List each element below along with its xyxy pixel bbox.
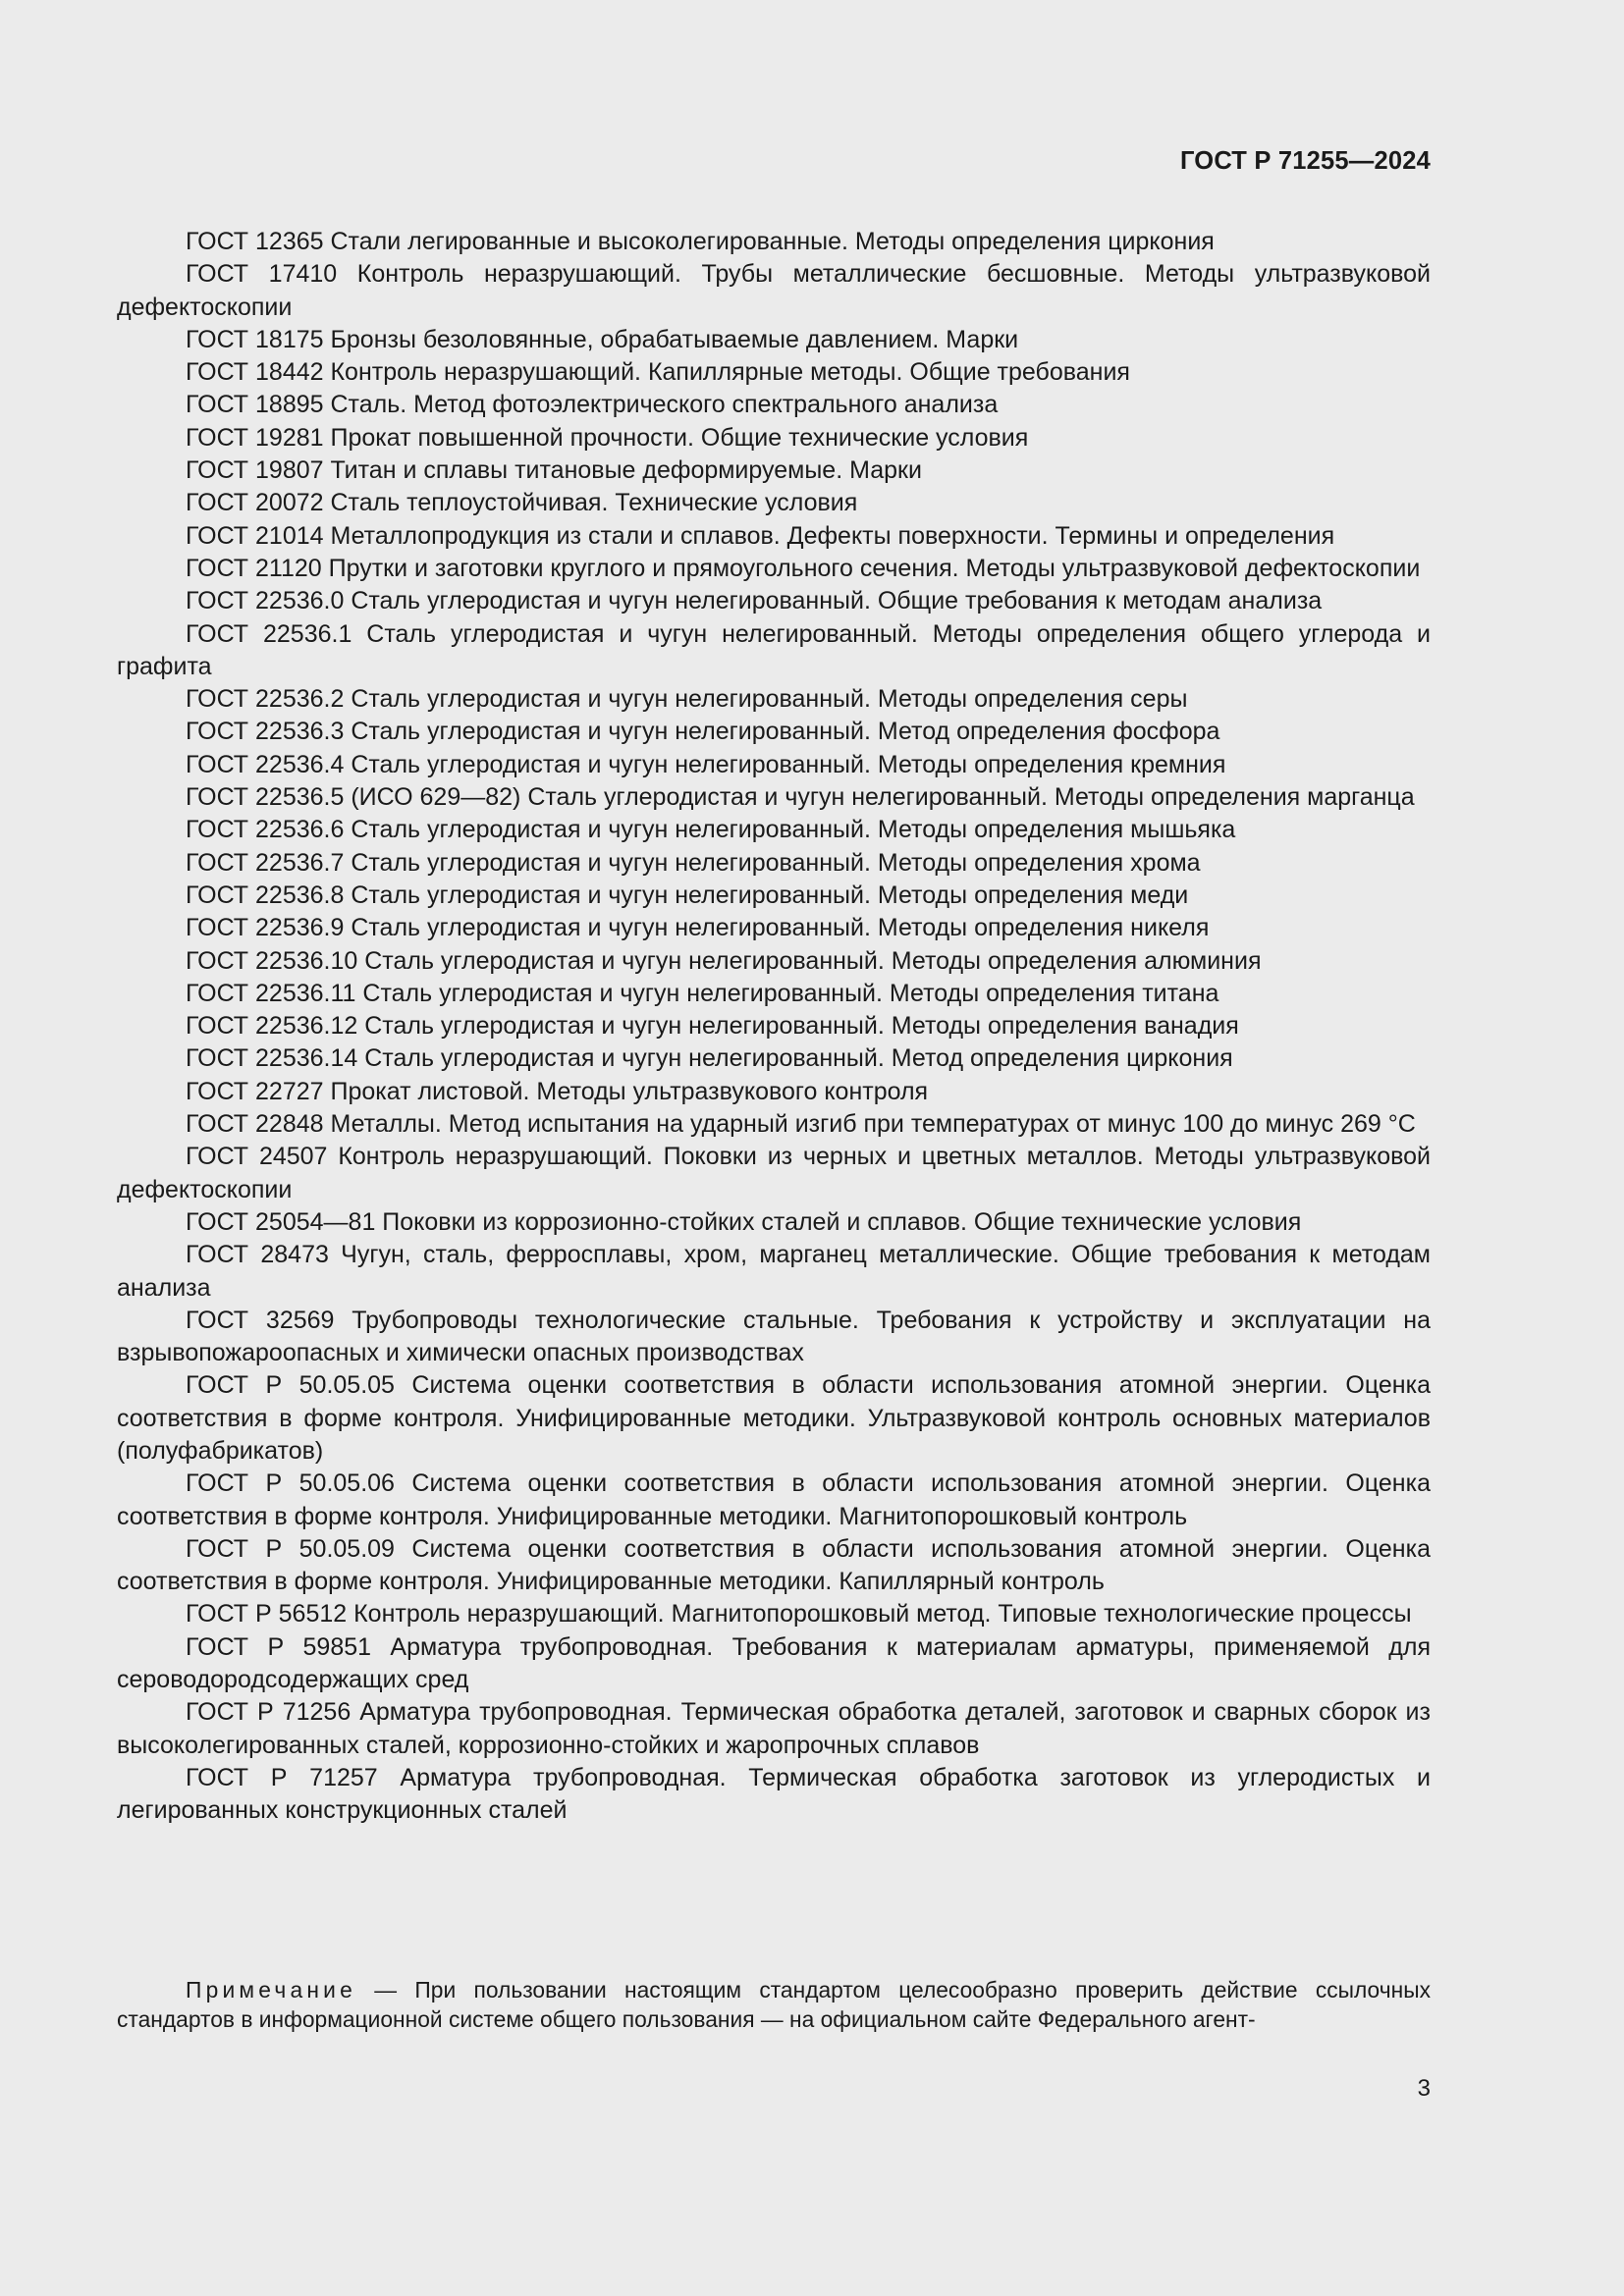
reference-item: ГОСТ Р 50.05.05 Система оценки соответствия в области использования атомной энергии. Оценка соответствия в форме контроля. Унифицированные методики. Ультразвуковой контроль основных материалов (полуфабрикатов) [117,1371,1431,1465]
reference-item: ГОСТ 22536.1 Сталь углеродистая и чугун нелегированный. Методы определения общего углерода и графита [117,619,1431,680]
reference-item: ГОСТ 22536.10 Сталь углеродистая и чугун нелегированный. Методы определения алюминия [186,946,1262,975]
reference-item: ГОСТ 22536.2 Сталь углеродистая и чугун нелегированный. Методы определения серы [186,685,1188,714]
reference-item: ГОСТ 22848 Металлы. Метод испытания на ударный изгиб при температурах от минус 100 до минус 269 °С [186,1110,1416,1139]
reference-item: ГОСТ 17410 Контроль неразрушающий. Трубы металлические бесшовные. Методы ультразвуковой дефектоскопии [117,260,1431,321]
normative-references-list [117,226,1431,1828]
reference-item: ГОСТ 22727 Прокат листовой. Методы ультразвукового контроля [186,1077,929,1105]
reference-item: ГОСТ 18442 Контроль неразрушающий. Капиллярные методы. Общие требования [186,358,1130,387]
reference-item: ГОСТ 22536.8 Сталь углеродистая и чугун нелегированный. Методы определения меди [186,881,1189,909]
reference-item: ГОСТ 22536.11 Сталь углеродистая и чугун нелегированный. Методы определения титана [186,979,1219,1007]
reference-item: ГОСТ 22536.6 Сталь углеродистая и чугун нелегированный. Методы определения мышьяка [186,816,1236,844]
reference-item: ГОСТ 19281 Прокат повышенной прочности. Общие технические условия [186,423,1029,452]
reference-item: ГОСТ Р 71257 Арматура трубопроводная. Термическая обработка заготовок из углеродистых и легированных конструкционных сталей [117,1763,1431,1825]
reference-item: ГОСТ 25054—81 Поковки из коррозионно-стойких сталей и сплавов. Общие технические условия [186,1207,1302,1236]
reference-item: ГОСТ 22536.12 Сталь углеродистая и чугун нелегированный. Методы определения ванадия [186,1012,1239,1041]
note-text: При пользовании настоящим стандартом целесообразно проверить действие ссылочных стандартов в информационной системе общего пользования — на официальном сайте Федерального агент- [117,1977,1431,2032]
reference-item: ГОСТ 18175 Бронзы безоловянные, обрабатываемые давлением. Марки [186,325,1019,353]
reference-item: ГОСТ 24507 Контроль неразрушающий. Поковки из черных и цветных металлов. Методы ультразвуковой дефектоскопии [117,1143,1431,1203]
reference-item: ГОСТ 21120 Прутки и заготовки круглого и прямоугольного сечения. Методы ультразвуковой дефектоскопии [186,554,1421,582]
reference-item: ГОСТ 22536.3 Сталь углеродистая и чугун нелегированный. Метод определения фосфора [186,718,1220,746]
document-code-header: ГОСТ Р 71255—2024 [1179,147,1431,175]
reference-item: ГОСТ 28473 Чугун, сталь, ферросплавы, хром, марганец металлические. Общие требования к методам анализа [117,1241,1431,1302]
reference-item: ГОСТ Р 56512 Контроль неразрушающий. Магнитопорошковый метод. Типовые технологические процессы [186,1600,1412,1629]
reference-item: ГОСТ Р 50.05.06 Система оценки соответствия в области использования атомной энергии. Оценка соответствия в форме контроля. Унифицированные методики. Магнитопорошковый контроль [117,1469,1431,1530]
reference-item: ГОСТ 18895 Сталь. Метод фотоэлектрического спектрального анализа [186,391,999,419]
note-dash: — [355,1977,415,2002]
note-label: Примечание [186,1977,356,2002]
reference-item: ГОСТ Р 59851 Арматура трубопроводная. Требования к материалам арматуры, применяемой для сероводородсодержащих сред [117,1632,1431,1694]
note-paragraph [117,1976,1431,2034]
reference-item: ГОСТ 20072 Сталь теплоустойчивая. Технические условия [186,489,858,517]
reference-item: ГОСТ Р 71256 Арматура трубопроводная. Термическая обработка деталей, заготовок и сварных сборок из высоколегированных сталей, коррозионно-стойких и жаропрочных сплавов [117,1698,1431,1759]
reference-item: ГОСТ 22536.5 (ИСО 629—82) Сталь углеродистая и чугун нелегированный. Методы определения марганца [186,783,1415,812]
reference-item: ГОСТ Р 50.05.09 Система оценки соответствия в области использования атомной энергии. Оценка соответствия в форме контроля. Унифицированные методики. Капиллярный контроль [117,1534,1431,1596]
reference-item: ГОСТ 22536.7 Сталь углеродистая и чугун нелегированный. Методы определения хрома [186,848,1201,877]
reference-item: ГОСТ 21014 Металлопродукция из стали и сплавов. Дефекты поверхности. Термины и определения [186,521,1335,550]
reference-item: ГОСТ 19807 Титан и сплавы титановые деформируемые. Марки [186,456,922,485]
reference-item: ГОСТ 22536.4 Сталь углеродистая и чугун нелегированный. Методы определения кремния [186,750,1226,778]
reference-item: ГОСТ 22536.14 Сталь углеродистая и чугун нелегированный. Метод определения циркония [186,1044,1233,1073]
reference-item: ГОСТ 32569 Трубопроводы технологические стальные. Требования к устройству и эксплуатации на взрывопожароопасных и химически опасных производствах [117,1306,1431,1367]
reference-item: ГОСТ 22536.9 Сталь углеродистая и чугун нелегированный. Методы определения никеля [186,914,1210,942]
page-number: 3 [1417,2075,1431,2102]
reference-item: ГОСТ 22536.0 Сталь углеродистая и чугун нелегированный. Общие требования к методам анализа [186,587,1323,615]
reference-item: ГОСТ 12365 Стали легированные и высоколегированные. Методы определения циркония [186,228,1215,255]
